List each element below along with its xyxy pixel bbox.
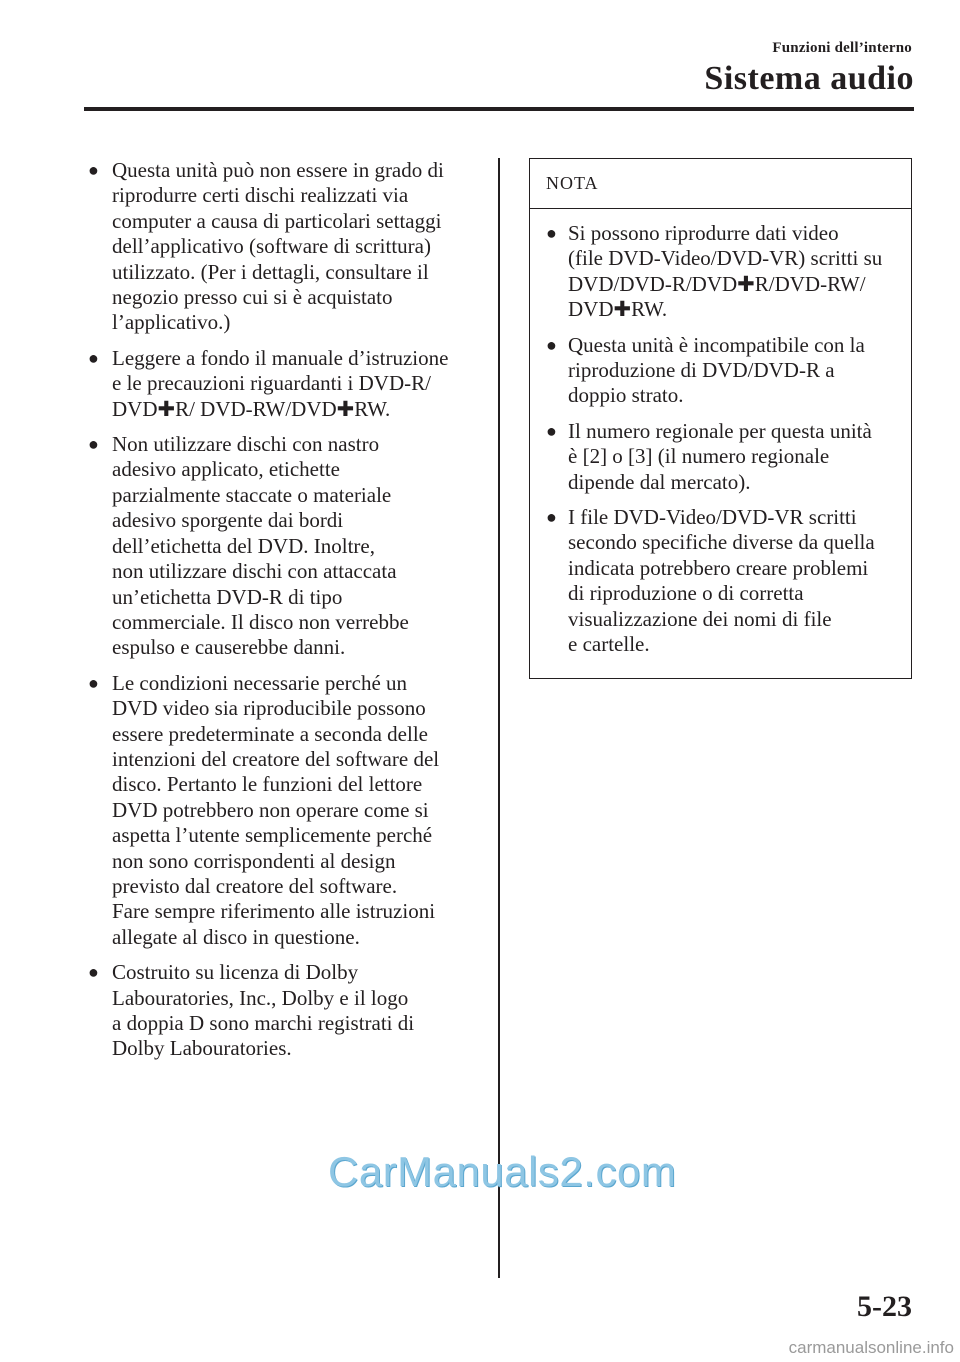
bullet-icon: ● [546,223,557,243]
column-divider [498,158,500,1278]
header-rule [84,107,914,111]
note-box [529,158,912,679]
note-item [542,333,901,409]
left-column [84,158,482,1072]
list-item-text: Le condizioni necessarie perché un DVD video sia riproducibile possono essere predeterminate a seconda delle intenzioni del creatore del software del disco. Pertanto le funzioni del lettore DVD potrebbero non operare come si aspetta l’utente semplicemente perché non sono corrispondenti al design previsto dal creatore del software. Fare sempre riferimento alle istruzioni allegate al disco in questione. [112,670,440,949]
list-item [84,158,482,336]
list-item [84,346,482,422]
list-item [84,432,482,661]
watermark: CarManuals2.com [328,1148,677,1195]
bullet-icon: ● [546,507,557,528]
list-item [84,960,482,1062]
bullet-icon: ● [88,434,99,455]
note-heading: NOTA [530,159,911,209]
page-title: Sistema audio [704,60,914,97]
list-item [84,671,482,950]
note-item-text: Questa unità è incompatibile con la riproduzione di DVD/DVD-R a doppio strato. [568,332,865,408]
note-item [542,505,901,657]
page-number: 5-23 [857,1290,912,1323]
note-item [542,221,901,323]
bullet-icon: ● [546,420,557,441]
note-item-text: Si possono riprodurre dati video (file DVD-Video/DVD-VR) scritti su DVD/DVD-R/DVD✚R/DVD-RW/ DVD✚RW. [568,221,883,322]
list-item-text: Non utilizzare dischi con nastro adesivo applicato, etichette parzialmente staccate o materiale adesivo sporgente dai bordi dell’etichetta del DVD. Inoltre, non utilizzare dischi con attaccata un’etichetta DVD-R di tipo commerciale. Il disco non verrebbe espulso e causerebbe danni. [112,432,409,660]
list-item-text: Questa unità può non essere in grado di riprodurre certi dischi realizzati via computer a causa di particolari settaggi dell’applicativo (software di scrittura) utilizzato. (Per i dettagli, consultare il negozio presso cui si è acquistato l’applicativo.) [112,158,444,335]
note-item-text: I file DVD-Video/DVD-VR scritti secondo specifiche diverse da quella indicata potrebbero creare problemi di riproduzione o di corretta visualizzazione dei nomi di file e cartelle. [568,505,875,657]
list-item-text: Costruito su licenza di Dolby Labouratories, Inc., Dolby e il logo a doppia D sono marchi registrati di Dolby Labouratories. [112,960,415,1061]
bullet-icon: ● [546,334,557,355]
note-item [542,419,901,495]
note-body [530,209,911,678]
section-header: Funzioni dell’interno [772,40,912,56]
bullet-icon: ● [88,160,99,180]
note-item-text: Il numero regionale per questa unità è [2] o [3] (il numero regionale dipende dal mercato). [568,418,872,494]
bullet-icon: ● [88,347,99,368]
bullet-icon: ● [88,962,99,983]
footer-link[interactable]: carmanualsonline.info [788,1338,954,1357]
list-item-text: Leggere a fondo il manuale d’istruzione e le precauzioni riguardanti i DVD-R/ DVD✚R/ DVD-RW/DVD✚RW. [112,345,449,421]
bullet-icon: ● [88,672,99,693]
